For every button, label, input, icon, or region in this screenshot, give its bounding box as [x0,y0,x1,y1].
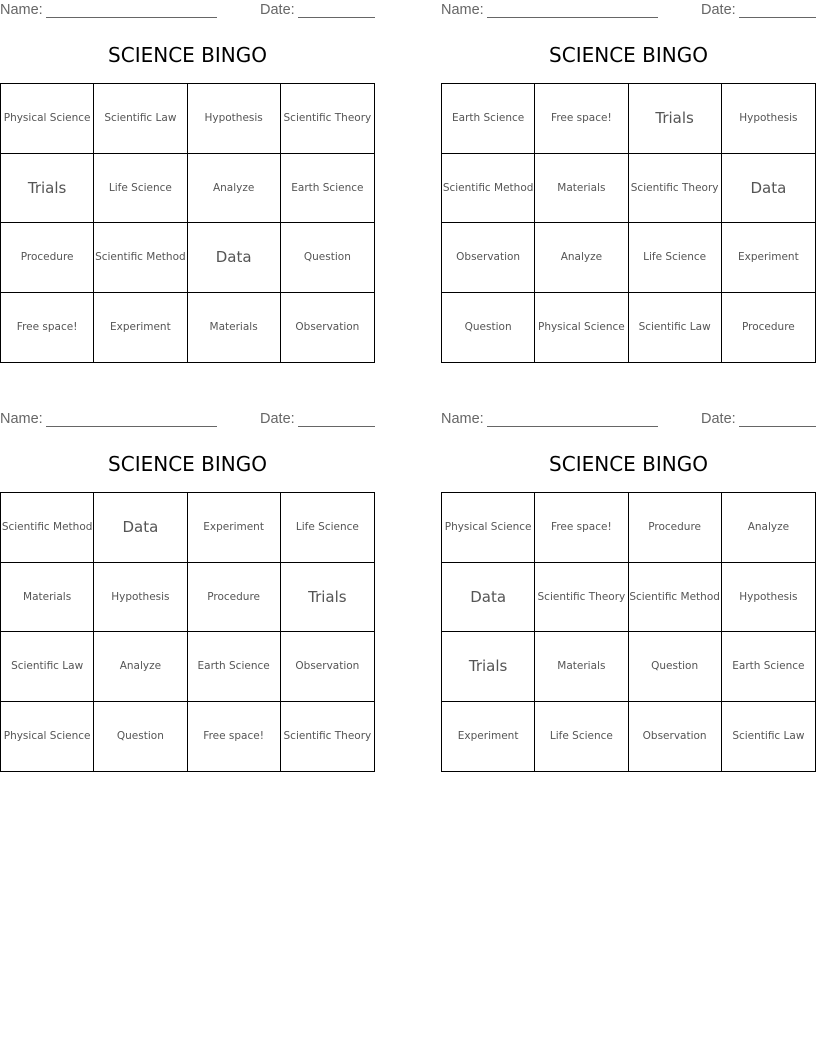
bingo-cell: Question [281,223,374,293]
bingo-cell: Hypothesis [722,84,815,154]
bingo-cell: Free space! [535,84,628,154]
bingo-cell: Physical Science [1,84,94,154]
date-input-line[interactable] [739,426,816,427]
bingo-cell: Hypothesis [722,563,815,633]
card-header [441,2,816,20]
bingo-cell: Earth Science [281,154,374,224]
bingo-cell: Earth Science [722,632,815,702]
bingo-cell: Scientific Theory [281,84,374,154]
bingo-cell: Procedure [629,493,722,563]
bingo-cell: Scientific Theory [283,730,372,743]
bingo-grid [0,83,375,363]
date-input-line[interactable] [298,426,375,427]
bingo-cell: Procedure [1,223,94,293]
bingo-grid [441,492,816,772]
bingo-cell: Scientific Law [629,293,722,363]
bingo-grid [0,492,375,772]
bingo-cell: Life Science [535,702,628,772]
bingo-cell: Scientific Method [442,154,535,224]
bingo-cell: Hypothesis [94,563,187,633]
bingo-cell: Scientific Law [94,84,187,154]
bingo-cell: Procedure [741,321,795,334]
card-header [0,2,375,20]
card-title: SCIENCE BINGO [549,43,708,67]
bingo-cell: Free space! [188,702,281,772]
bingo-cell: Free space! [1,293,94,363]
date-input-line[interactable] [298,17,375,18]
date-label: Date: [701,411,736,427]
name-input-line[interactable] [46,426,217,427]
bingo-cell: Procedure [188,563,281,633]
bingo-cell: Observation [442,223,535,293]
bingo-cell: Question [94,702,187,772]
bingo-cell: Hypothesis [188,84,281,154]
bingo-cell: Observation [629,702,722,772]
bingo-cell: Experiment [188,493,281,563]
bingo-cell: Analyze [722,493,815,563]
name-label: Name: [441,2,484,18]
bingo-cell: Scientific Method [1,493,94,563]
date-label: Date: [701,2,736,18]
bingo-cell: Observation [281,632,374,702]
card-title: SCIENCE BINGO [549,452,708,476]
bingo-cell: Question [629,632,722,702]
bingo-cell: Data [94,493,187,563]
bingo-cell: Data [722,154,815,224]
bingo-cell: Trials [1,154,94,224]
bingo-cell: Data [188,223,281,293]
date-input-line[interactable] [739,17,816,18]
bingo-cell: Earth Science [442,84,535,154]
name-label: Name: [0,411,43,427]
bingo-cell: Materials [188,293,281,363]
bingo-cell: Life Science [629,223,722,293]
bingo-cell: Trials [629,84,722,154]
card-title: SCIENCE BINGO [108,43,267,67]
bingo-cell: Trials [442,632,535,702]
date-label: Date: [260,2,295,18]
name-input-line[interactable] [46,17,217,18]
bingo-cell: Analyze [535,223,628,293]
bingo-card [441,409,816,743]
bingo-cell: Scientific Method [94,223,187,293]
bingo-cell: Materials [1,563,94,633]
bingo-card [0,409,375,743]
bingo-grid [441,83,816,363]
bingo-cell: Physical Science [442,493,535,563]
bingo-cell: Trials [281,563,374,633]
bingo-cell: Materials [535,632,628,702]
bingo-cell: Analyze [188,154,281,224]
date-label: Date: [260,411,295,427]
name-label: Name: [441,411,484,427]
bingo-cell: Free space! [535,493,628,563]
name-input-line[interactable] [487,426,658,427]
bingo-cell: Earth Science [188,632,281,702]
bingo-cell: Life Science [281,493,374,563]
bingo-cell: Scientific Law [732,730,805,743]
bingo-cell: Scientific Theory [535,563,628,633]
bingo-cell: Experiment [94,293,187,363]
name-label: Name: [0,2,43,18]
bingo-cell: Analyze [94,632,187,702]
bingo-cell: Physical Science [535,293,628,363]
bingo-cell: Experiment [722,223,815,293]
bingo-cell: Question [442,293,535,363]
bingo-cell: Observation [295,321,360,334]
card-header [0,411,375,429]
bingo-cell: Data [442,563,535,633]
bingo-cell: Scientific Law [1,632,94,702]
bingo-cell: Scientific Theory [629,154,722,224]
bingo-card [0,0,375,334]
bingo-card [441,0,816,334]
bingo-cell: Physical Science [1,702,94,772]
bingo-cell: Experiment [442,702,535,772]
name-input-line[interactable] [487,17,658,18]
bingo-cell: Life Science [94,154,187,224]
card-header [441,411,816,429]
bingo-cell: Scientific Method [629,563,722,633]
card-title: SCIENCE BINGO [108,452,267,476]
bingo-cell: Materials [535,154,628,224]
